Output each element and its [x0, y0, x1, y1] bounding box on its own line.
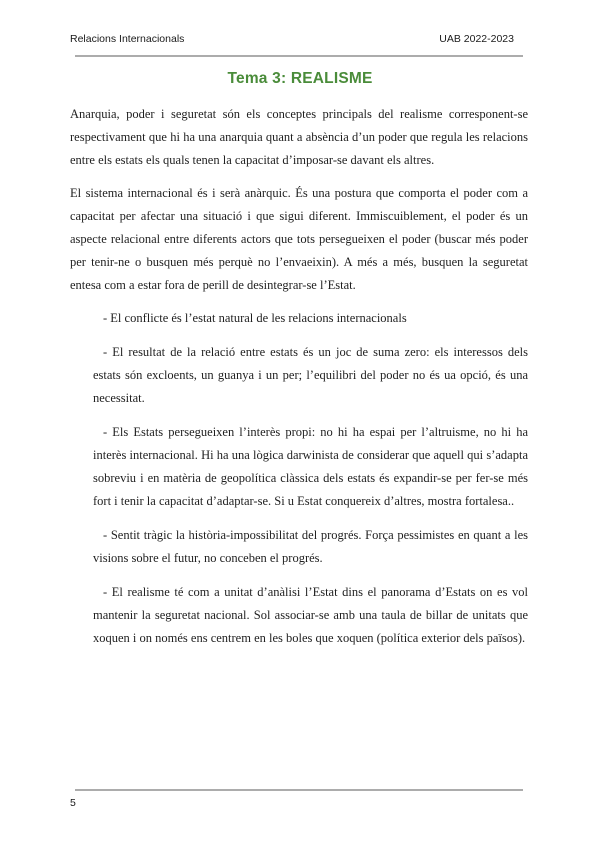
header-divider: [75, 55, 523, 57]
bullet-item: - Els Estats persegueixen l’interès propi: no hi ha espai per l’altruisme, no hi ha interès internacional. Hi ha una lògica darwinista de considerar que aquell qui s’adapta sobreviu i en matèria de geopolítica clàssica dels estats és expandir-se per fer-se més fort i tenir la capacitat d’adaptar-se. Si u Estat conquereix d’altres, mostra fortalesa..: [93, 425, 528, 508]
body-paragraph: Anarquia, poder i seguretat són els conceptes principals del realisme corresponent-se respectivament que hi ha una anarquia quant a absència d’un poder que regula les relacions entre els estats els quals tenen la capacitat d’imposar-se davant els altres.: [70, 107, 528, 167]
page-footer: [0, 789, 600, 809]
body-paragraph: El sistema internacional és i serà anàrquic. És una postura que comporta el poder com a capacitat per afectar una situació i que sigui diferent. Immiscuiblement, el poder és un aspecte relacional entre diferents actors que tots persegueixen el poder (buscar més poder per tenir-ne o busquen més perquè no l’envaeixin). A més a més, busquen la seguretat entesa com a estar fora de perill de desintegrar-se l’Estat.: [70, 186, 528, 292]
bullet-item: - El resultat de la relació entre estats és un joc de suma zero: els interessos dels estats són excloents, un guanya i un per; l’equilibri del poder no és ua opció, és una necessitat.: [93, 345, 528, 405]
page-title: Tema 3: REALISME: [227, 70, 373, 87]
bullet-item: - El conflicte és l’estat natural de les relacions internacionals: [103, 311, 407, 325]
document-body: [70, 103, 528, 650]
bullet-item: - Sentit tràgic la història-impossibilitat del progrés. Força pessimistes en quant a les visions sobre el futur, no conceben el progrés.: [93, 528, 528, 565]
footer-divider: [75, 789, 523, 791]
header-edition-label: UAB 2022-2023: [439, 33, 514, 45]
header-course-label: Relacions Internacionals: [70, 33, 185, 45]
page-header: [0, 0, 600, 45]
page-number: 5: [70, 797, 76, 809]
bullet-item: - El realisme té com a unitat d’anàlisi l’Estat dins el panorama d’Estats on es vol mantenir la seguretat nacional. Sol associar-se amb una taula de billar de unitats que xoquen i on només ens centrem en les boles que xoquen (política exterior dels països).: [93, 585, 528, 645]
